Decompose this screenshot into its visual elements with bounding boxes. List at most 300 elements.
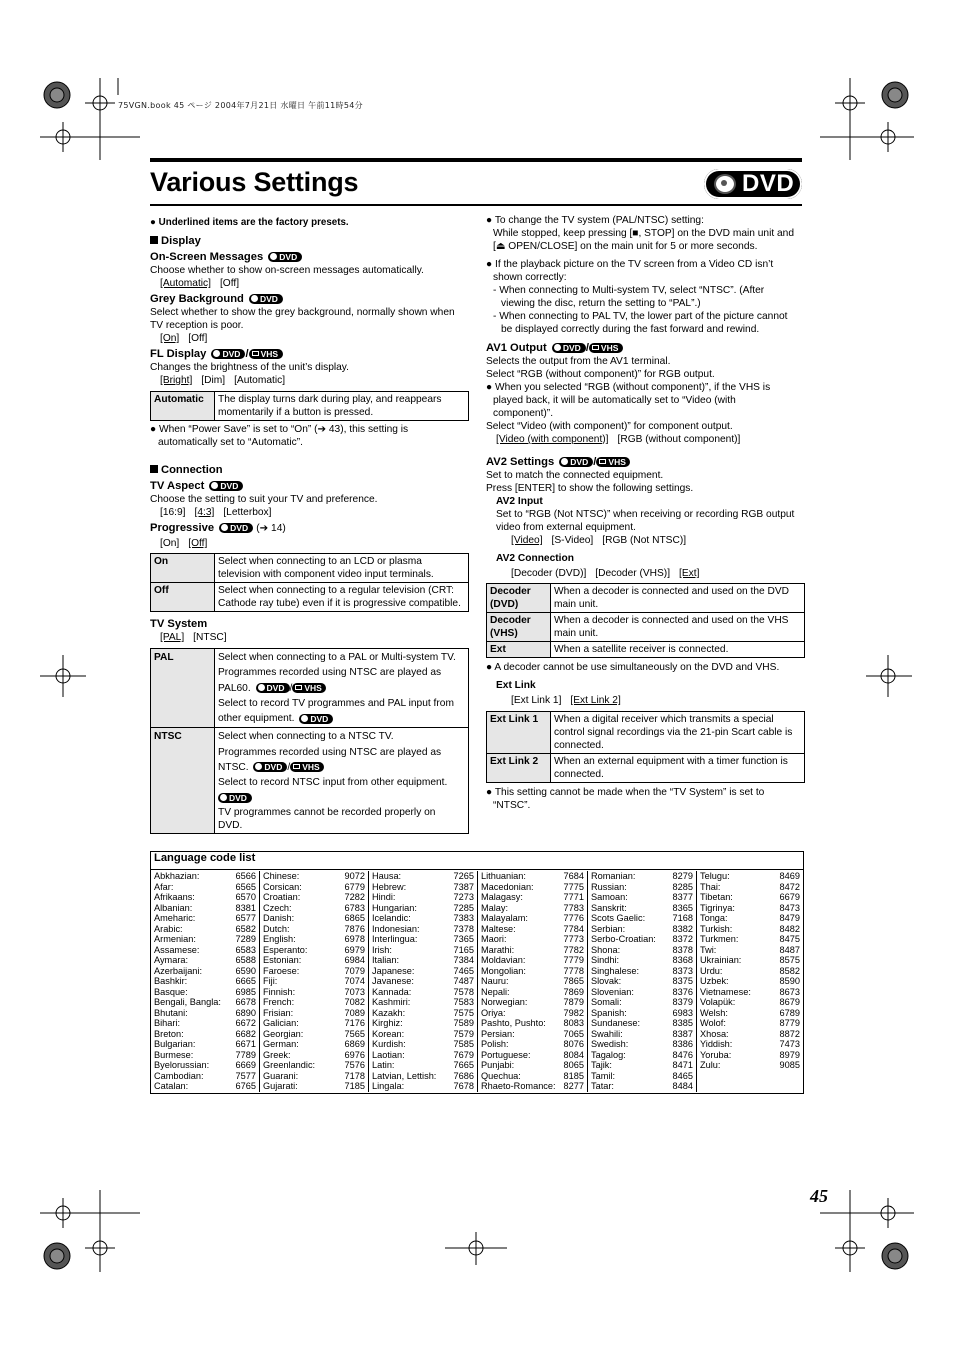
language-name: Georgian:	[263, 1028, 304, 1039]
language-code: 8375	[672, 976, 693, 986]
language-code: 8979	[779, 1049, 800, 1060]
language-code-row	[481, 955, 584, 966]
language-name: Maltese:	[481, 923, 516, 934]
language-code-row	[154, 955, 256, 966]
option-ext-link-2[interactable]: [Ext Link 2]	[570, 695, 621, 706]
language-code-row	[700, 1008, 800, 1019]
dvd-icon: DVD	[211, 349, 245, 359]
language-code: 7165	[453, 944, 474, 955]
language-code-row	[154, 976, 256, 987]
language-code-row	[154, 997, 256, 1008]
language-code: 8279	[672, 871, 693, 881]
language-code-row	[154, 945, 256, 956]
language-name: Shona:	[591, 944, 621, 955]
language-name: Javanese:	[372, 976, 414, 986]
language-name: Czech:	[263, 902, 292, 913]
option-rgb-without-component[interactable]: [RGB (without component)]	[617, 434, 741, 445]
language-code: 7778	[563, 965, 584, 976]
language-code: 8185	[563, 1070, 584, 1081]
language-name: Korean:	[372, 1028, 405, 1039]
language-name: Malay:	[481, 902, 509, 913]
language-name: Samoan:	[591, 892, 628, 902]
language-code-row	[481, 1050, 584, 1061]
language-code: 8484	[672, 1081, 693, 1091]
language-code: 8472	[779, 881, 800, 892]
language-code: 8385	[672, 1018, 693, 1028]
language-name: Marathi:	[481, 944, 515, 955]
language-code-row	[154, 966, 256, 977]
language-code-row	[372, 1060, 474, 1071]
language-code-row	[154, 882, 256, 893]
language-code-row	[700, 913, 800, 924]
option-bright[interactable]: [Bright]	[160, 375, 193, 386]
language-code: 7665	[453, 1060, 474, 1070]
language-code-row	[372, 1050, 474, 1061]
language-code-row	[372, 1081, 474, 1092]
language-name: Irish:	[372, 944, 392, 955]
language-code-row	[591, 1008, 693, 1019]
language-name: Croatian:	[263, 892, 301, 902]
language-code: 6682	[235, 1028, 256, 1039]
language-code-row	[700, 1060, 800, 1071]
dvd-icon: DVD	[253, 762, 287, 772]
ext-link-title: Ext Link	[496, 680, 536, 691]
language-code: 7384	[453, 955, 474, 965]
language-name: Hausa:	[372, 871, 402, 881]
language-code-row	[372, 987, 474, 998]
language-code-row	[263, 934, 365, 945]
language-code-row	[591, 1039, 693, 1050]
language-code-row	[591, 1081, 693, 1092]
language-code-row	[154, 892, 256, 903]
language-name: Sundanese:	[591, 1018, 641, 1028]
language-column	[260, 871, 369, 1092]
language-code: 6669	[235, 1060, 256, 1070]
language-name: Danish:	[263, 913, 295, 923]
language-code: 8084	[563, 1049, 584, 1060]
page-number: 45	[810, 1186, 828, 1206]
language-code-row	[372, 903, 474, 914]
language-code: 7589	[453, 1018, 474, 1028]
option-ntsc[interactable]: [NTSC]	[193, 632, 227, 643]
language-code-row	[591, 871, 693, 882]
language-column	[369, 871, 478, 1092]
fl-table: Automatic The display turns dark during play, and reappears momentarily if a button is pressed.	[150, 391, 469, 421]
language-code: 8378	[672, 944, 693, 955]
language-name: Bengali, Bangla:	[154, 997, 221, 1007]
language-code: 7273	[453, 892, 474, 902]
language-code: 8471	[672, 1060, 693, 1070]
language-code-row	[481, 1081, 584, 1092]
language-code-row	[154, 1039, 256, 1050]
language-code: 7383	[453, 913, 474, 923]
language-code-row	[372, 882, 474, 893]
language-code: 7773	[563, 934, 584, 944]
language-name: Telugu:	[700, 871, 730, 881]
language-name: Japanese:	[372, 965, 415, 976]
language-code: 7578	[453, 986, 474, 997]
language-name: Tajik:	[591, 1060, 612, 1070]
language-name: Sindhi:	[591, 955, 620, 965]
language-code-list	[150, 851, 804, 1094]
option-automatic[interactable]: [Automatic]	[234, 375, 286, 386]
language-code: 6583	[235, 944, 256, 955]
option-pal[interactable]: [PAL]	[160, 632, 185, 643]
language-code-row	[263, 1071, 365, 1082]
option-decoder-dvd[interactable]: [Decoder (DVD)]	[511, 568, 587, 579]
language-code-row	[700, 966, 800, 977]
language-code: 7876	[344, 923, 365, 934]
language-code-row	[481, 934, 584, 945]
language-code-row	[372, 934, 474, 945]
language-code: 7779	[563, 955, 584, 965]
language-code: 7869	[563, 986, 584, 997]
dvd-icon: DVD	[552, 343, 586, 353]
language-code-row	[263, 924, 365, 935]
language-code: 6565	[235, 881, 256, 892]
language-code: 7865	[563, 976, 584, 986]
language-code-row	[263, 1050, 365, 1061]
header-rule	[150, 158, 802, 162]
vhs-icon: VHS	[589, 343, 623, 353]
language-code: 9085	[779, 1060, 800, 1070]
language-code: 8368	[672, 955, 693, 965]
language-code-row	[591, 913, 693, 924]
language-code-row	[700, 903, 800, 914]
language-code: 7176	[344, 1018, 365, 1028]
language-code-row	[263, 976, 365, 987]
option-letterbox[interactable]: [Letterbox]	[223, 507, 272, 518]
option-automatic[interactable]: [Automatic]	[160, 278, 211, 289]
language-code-row	[700, 955, 800, 966]
disc-icon	[714, 174, 736, 194]
language-code-row	[700, 924, 800, 935]
language-code: 7082	[344, 997, 365, 1007]
language-name: French:	[263, 997, 295, 1007]
tvs-title: TV System	[150, 618, 208, 630]
dvd-icon: DVD	[256, 683, 290, 693]
language-code-row	[591, 1060, 693, 1071]
option-ext[interactable]: [Ext]	[679, 568, 700, 579]
language-code: 8679	[779, 997, 800, 1007]
language-name: Faroese:	[263, 965, 300, 976]
language-code: 8387	[672, 1028, 693, 1039]
language-name: Latvian, Lettish:	[372, 1070, 437, 1081]
language-code: 7776	[563, 913, 584, 923]
language-code-row	[154, 1081, 256, 1092]
language-code: 7879	[563, 997, 584, 1007]
language-name: Turkmen:	[700, 934, 739, 944]
language-name: Swahili:	[591, 1028, 623, 1039]
language-name: Basque:	[154, 986, 188, 997]
aspect-desc: Choose the setting to suit your TV and preference.	[150, 494, 378, 505]
language-name: Russian:	[591, 881, 627, 892]
language-code: 6978	[344, 934, 365, 944]
language-code: 6765	[235, 1081, 256, 1091]
language-name: Abkhazian:	[154, 871, 200, 881]
language-code: 6588	[235, 955, 256, 965]
language-column	[151, 871, 260, 1092]
language-name: Somali:	[591, 997, 622, 1007]
language-code-row	[481, 892, 584, 903]
language-name: Interlingua:	[372, 934, 418, 944]
language-code-row	[481, 1060, 584, 1071]
option-s-video[interactable]: [S-Video]	[551, 535, 594, 546]
language-name: Serbian:	[591, 923, 626, 934]
language-code: 7168	[672, 913, 693, 923]
dvd-icon: DVD	[559, 457, 593, 467]
tvchange-note: To change the TV system (PAL/NTSC) setting:	[494, 215, 704, 226]
language-code-row	[263, 955, 365, 966]
av2-desc: Set to match the connected equipment.	[486, 470, 664, 481]
language-code-row	[372, 924, 474, 935]
language-code-row	[591, 1029, 693, 1040]
language-code: 6984	[344, 955, 365, 965]
option-4-3[interactable]: [4:3]	[194, 507, 215, 518]
language-code-row	[481, 1039, 584, 1050]
language-code-row	[481, 882, 584, 893]
language-code-row	[372, 913, 474, 924]
option-dim[interactable]: [Dim]	[201, 375, 226, 386]
language-name: Laotian:	[372, 1049, 405, 1060]
language-code: 6582	[235, 923, 256, 934]
language-code-row	[591, 1018, 693, 1029]
language-name: Ukrainian:	[700, 955, 742, 965]
language-code: 8076	[563, 1039, 584, 1049]
language-code: 7079	[344, 965, 365, 976]
language-name: German:	[263, 1039, 299, 1049]
language-code-row	[700, 1029, 800, 1040]
option-on[interactable]: [On]	[160, 333, 180, 344]
language-name: Bhutani:	[154, 1007, 188, 1018]
language-name: Volapük:	[700, 997, 736, 1007]
language-name: Tamil:	[591, 1070, 615, 1081]
language-code-row	[372, 966, 474, 977]
language-code-row	[372, 955, 474, 966]
language-code: 7679	[453, 1049, 474, 1060]
option-16-9[interactable]: [16:9]	[160, 507, 186, 518]
language-code-row	[700, 997, 800, 1008]
language-code: 6577	[235, 913, 256, 923]
language-code-row	[154, 934, 256, 945]
language-name: Tibetan:	[700, 892, 733, 902]
vhs-icon: VHS	[596, 457, 630, 467]
language-code: 6979	[344, 944, 365, 955]
language-code-row	[154, 913, 256, 924]
language-code: 6865	[344, 913, 365, 923]
language-name: Nepali:	[481, 986, 510, 997]
language-name: Azerbaijani:	[154, 965, 203, 976]
language-code-row	[263, 987, 365, 998]
option-off[interactable]: [Off]	[219, 278, 240, 289]
language-name: Romanian:	[591, 871, 636, 881]
language-code-row	[591, 955, 693, 966]
option-ext-link-1[interactable]: [Ext Link 1]	[511, 695, 562, 706]
language-name: Hungarian:	[372, 902, 417, 913]
language-code: 6890	[235, 1007, 256, 1018]
language-name: Twi:	[700, 944, 717, 955]
factory-note: Underlined items are the factory presets.	[158, 217, 349, 228]
language-code: 8277	[563, 1081, 584, 1091]
language-name: Dutch:	[263, 923, 290, 934]
left-column: ● Underlined items are the factory presets. Display On-Screen Messages DVD Choose whether to show on-screen messages automatically. [Automatic] [Off] Grey Background DVD Select whether to show the grey background, normally shown when TV reception is poor. [On] [Off] FL Display DVD / VHS Changes the brightness of the unit’s display. [Bright] [Dim] [Automatic] Automatic The display turns dark during play, and reappears momentarily if a button is pressed. ● When “Power Save” is set to “On” (➔ 43), this setting is automatically set to “Automatic”. Connection TV Aspect DVD Choose the setting to suit your TV and preference. [16:9] [4:3] [Letterbox] Progressive DVD (➔ 14) [On] [Off] On Select when connecting to an LCD or plasma television with component video input terminals. Off Select when connecting to a regular television (CRT: Cathode ray tube) even if it is progressive compatible. TV System [PAL] [NTSC] PAL Select when connecting to a PAL or Multi-system TV. Programmes recorded using NTSC are played as PAL60. DVD / VHS Select to record TV programmes and PAL input from other equipment. DVD NTSC Select when connecting to a NTSC TV. Programmes recorded using NTSC are played as NTSC. DVD / VHS Select to record NTSC input from other equipment. DVD TV programmes cannot be recorded properly on DVD.	[150, 216, 470, 834]
language-code-row	[591, 903, 693, 914]
decoder-note: A decoder cannot be use simultaneously on the DVD and VHS.	[494, 662, 780, 673]
language-name: Albanian:	[154, 902, 193, 913]
language-name: Urdu:	[700, 965, 723, 976]
av1-title: AV1 Output	[486, 342, 547, 354]
option-video[interactable]: [Video]	[511, 535, 543, 546]
language-code: 8673	[779, 986, 800, 997]
language-code-row	[154, 903, 256, 914]
language-code-row	[481, 987, 584, 998]
language-code-row	[481, 903, 584, 914]
language-code-row	[263, 1060, 365, 1071]
language-code-row	[154, 924, 256, 935]
language-code-row	[700, 892, 800, 903]
language-code: 6779	[344, 881, 365, 892]
language-name: Norwegian:	[481, 997, 528, 1007]
language-code: 6678	[235, 997, 256, 1007]
option-off[interactable]: [Off]	[188, 538, 208, 549]
option-decoder-vhs[interactable]: [Decoder (VHS)]	[595, 568, 671, 579]
header-rule-bottom	[150, 204, 802, 206]
av2-connection-title: AV2 Connection	[496, 553, 574, 564]
language-code-row	[700, 934, 800, 945]
language-name: Greek:	[263, 1049, 291, 1060]
language-code: 7282	[344, 892, 365, 902]
language-name: Zulu:	[700, 1060, 721, 1070]
language-code-row	[263, 1081, 365, 1092]
language-code: 8379	[672, 997, 693, 1007]
language-name: Catalan:	[154, 1081, 189, 1091]
language-name: Kurdish:	[372, 1039, 406, 1049]
language-code-row	[700, 945, 800, 956]
language-code: 8590	[779, 976, 800, 986]
language-code: 8582	[779, 965, 800, 976]
vhs-icon: VHS	[290, 762, 324, 772]
language-code: 8575	[779, 955, 800, 965]
language-code: 7771	[563, 892, 584, 902]
option-off[interactable]: [Off]	[188, 333, 208, 344]
language-name: Oriya:	[481, 1007, 506, 1018]
language-name: Turkish:	[700, 923, 733, 934]
language-name: Singhalese:	[591, 965, 640, 976]
language-name: Ameharic:	[154, 913, 196, 923]
language-code: 8779	[779, 1018, 800, 1028]
language-code: 7982	[563, 1007, 584, 1018]
language-name: Kirghiz:	[372, 1018, 403, 1028]
language-code: 7178	[344, 1070, 365, 1081]
language-name: Frisian:	[263, 1007, 294, 1018]
language-name: Yiddish:	[700, 1039, 733, 1049]
language-code: 8382	[672, 923, 693, 934]
language-code: 8465	[672, 1070, 693, 1081]
language-column	[697, 871, 803, 1092]
language-code-row	[154, 1060, 256, 1071]
language-name: Vietnamese:	[700, 986, 751, 997]
language-code-row	[154, 1050, 256, 1061]
option-video-with-component[interactable]: [Video (with component)]	[496, 434, 609, 445]
language-name: Italian:	[372, 955, 400, 965]
prog-ref: (➔ 14)	[256, 523, 286, 534]
language-code: 7678	[453, 1081, 474, 1091]
language-code-row	[481, 1029, 584, 1040]
language-code-row	[481, 1071, 584, 1082]
language-code: 7585	[453, 1039, 474, 1049]
language-code: 8376	[672, 986, 693, 997]
language-name: Mongolian:	[481, 965, 526, 976]
ext-link-table: Ext Link 1 When a digital receiver which transmits a special control signal recordings via the 21-pin Scart cable is connected. Ext Link 2 When an external equipment with a timer function is connected.	[486, 711, 805, 783]
option-on[interactable]: [On]	[160, 538, 180, 549]
language-code: 7185	[344, 1081, 365, 1091]
language-name: Armenian:	[154, 934, 196, 944]
language-code-row	[481, 997, 584, 1008]
language-code-row	[700, 1018, 800, 1029]
language-code: 6789	[779, 1007, 800, 1018]
language-name: Breton:	[154, 1028, 184, 1039]
language-name: Latin:	[372, 1060, 395, 1070]
tvs-table: PAL Select when connecting to a PAL or Multi-system TV. Programmes recorded using NTSC are played as PAL60. DVD / VHS Select to record TV programmes and PAL input from other equipment. DVD NTSC Select when connecting to a NTSC TV. Programmes recorded using NTSC are played as NTSC. DVD / VHS Select to record NTSC input from other equipment. DVD TV programmes cannot be recorded properly on DVD.	[150, 648, 469, 834]
av1-desc: Selects the output from the AV1 terminal.	[486, 356, 671, 367]
language-code: 7473	[779, 1039, 800, 1049]
language-code: 6590	[235, 965, 256, 976]
language-name: Pashto, Pushto:	[481, 1018, 546, 1028]
language-code-row	[372, 1039, 474, 1050]
language-name: Icelandic:	[372, 913, 411, 923]
language-code: 7365	[453, 934, 474, 944]
language-code: 8469	[779, 871, 800, 881]
language-code: 8065	[563, 1060, 584, 1070]
language-name: Scots Gaelic:	[591, 913, 646, 923]
dvd-icon: DVD	[299, 714, 333, 724]
display-heading: Display	[161, 235, 201, 247]
language-code: 9072	[344, 871, 365, 881]
language-code: 6869	[344, 1039, 365, 1049]
language-code: 6672	[235, 1018, 256, 1028]
language-name: Uzbek:	[700, 976, 729, 986]
option-rgb-not-ntsc[interactable]: [RGB (Not NTSC)]	[602, 535, 687, 546]
language-code-row	[372, 1071, 474, 1082]
language-code-row	[372, 1029, 474, 1040]
language-name: Assamese:	[154, 944, 200, 955]
language-name: Moldavian:	[481, 955, 526, 965]
language-name: Fiji:	[263, 976, 278, 986]
language-name: Kashmiri:	[372, 997, 411, 1007]
language-name: English:	[263, 934, 296, 944]
language-name: Polish:	[481, 1039, 509, 1049]
language-code: 7073	[344, 986, 365, 997]
language-code-row	[263, 1018, 365, 1029]
language-code-row	[263, 1039, 365, 1050]
language-code: 8475	[779, 934, 800, 944]
language-name: Xhosa:	[700, 1028, 729, 1039]
language-name: Tagalog:	[591, 1049, 626, 1060]
language-code: 7575	[453, 1007, 474, 1018]
language-name: Macedonian:	[481, 881, 534, 892]
language-code: 7775	[563, 881, 584, 892]
right-column: ● To change the TV system (PAL/NTSC) setting: While stopped, keep pressing [■, STOP] on the DVD main unit and [⏏ OPEN/CLOSE] on the main unit for 5 or more seconds. ● If the playback picture on the TV screen from a Video CD isn’t shown correctly: - When connecting to Multi-system TV, select “NTSC”. (After viewing the disc, return the setting to “PAL”.) - When connecting to PAL TV, the lower part of the picture cannot be displayed correctly during the fast forward and rewind. AV1 Output DVD / VHS Selects the output from the AV1 terminal. Select “RGB (without component)” for RGB output. ● When you selected “RGB (without component)”, if the VHS is played back, it will be automatically set to “Video (with component)”. Select “Video (with component)” for component output. [Video (with component)] [RGB (without component)] AV2 Settings DVD / VHS Set to match the connected equipment. Press [ENTER] to show the following settings. AV2 Input Set to “RGB (Not NTSC)” when receiving or recording RGB output video from external equipment. [Video] [S-Video] [RGB (Not NTSC)] AV2 Connection [Decoder (DVD)] [Decoder (VHS)] [Ext] Decoder (DVD) When a decoder is connected and used on the DVD main unit. Decoder (VHS) When a decoder is connected and used on the VHS main unit. Ext When a satellite receiver is connected. ● A decoder cannot be use simultaneously on the DVD and VHS. Ext Link [Ext Link 1] [Ext Link 2] Ext Link 1 When a digital receiver which transmits a special control signal recordings via the 21-pin Scart cable is connected. Ext Link 2 When an external equipment with a timer function is connected. ● This setting cannot be made when the “TV System” is set to “NTSC”.	[486, 214, 806, 812]
language-code: 8476	[672, 1049, 693, 1060]
dvd-icon: DVD	[219, 523, 253, 533]
language-name: Yoruba:	[700, 1049, 732, 1060]
vhs-icon: VHS	[249, 349, 283, 359]
grey-desc: Select whether to show the grey background, normally shown when	[150, 307, 455, 318]
av2-connection-table: Decoder (DVD) When a decoder is connected and used on the DVD main unit. Decoder (VHS) When a decoder is connected and used on the VHS main unit. Ext When a satellite receiver is connected.	[486, 583, 805, 658]
language-code-row	[154, 1008, 256, 1019]
vcd-note: If the playback picture on the TV screen from a Video CD isn’t	[494, 259, 774, 270]
language-code-row	[154, 871, 256, 882]
